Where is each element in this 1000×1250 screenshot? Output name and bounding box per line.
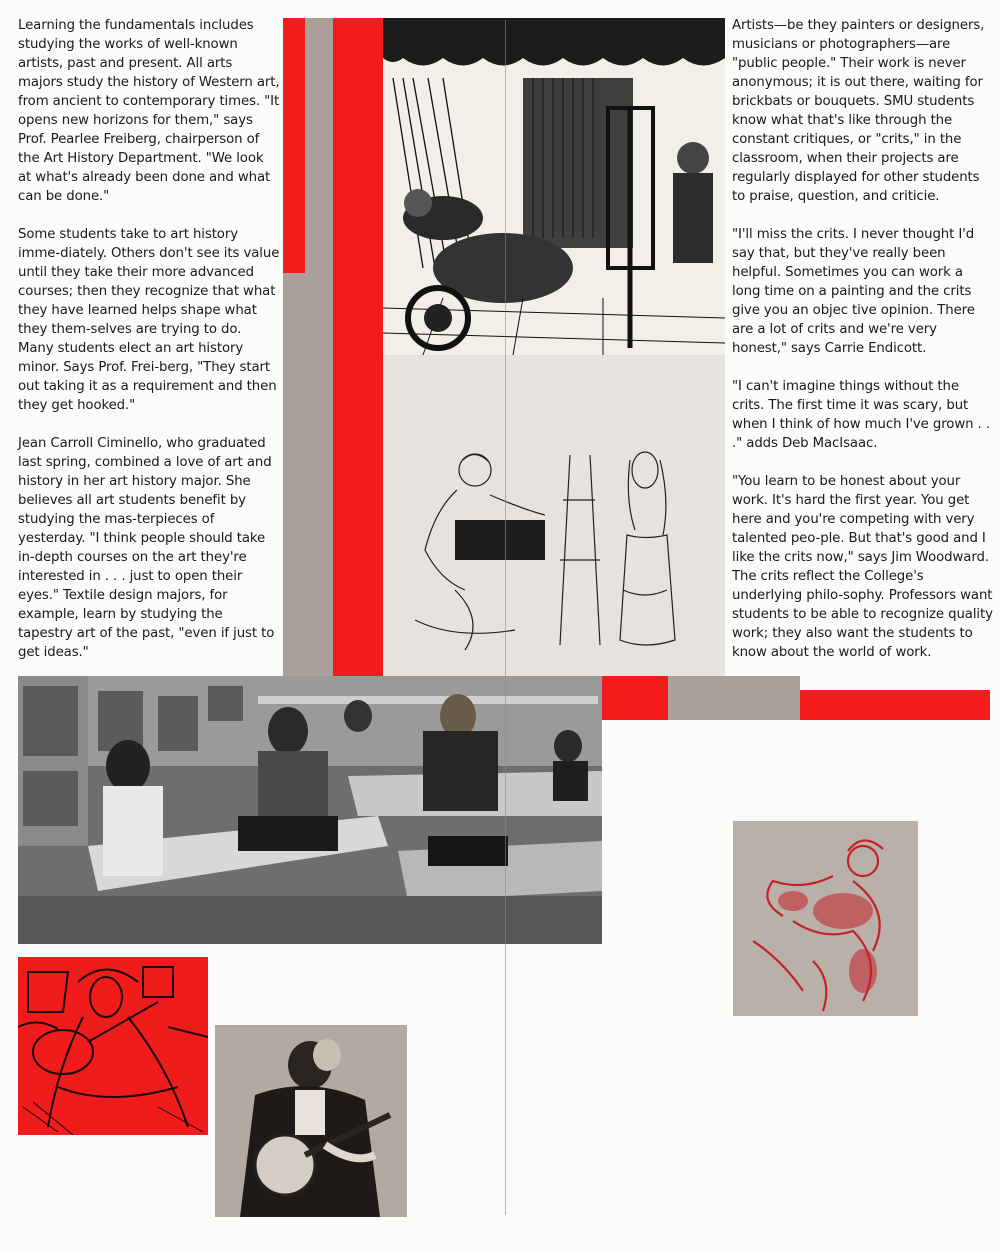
page-fold-line xyxy=(505,20,506,1215)
white-notch-right xyxy=(800,676,870,690)
classroom-photo xyxy=(18,676,602,944)
left-paragraph-1: Learning the fundamentals includes studying the works of well-known artists, past and present. All arts majors study the history of Western art, from ancient to contemporary times. "It opens new horizons for them," says Prof. Pearlee Freiberg, chairperson of the Art History Department. "We look at what's already been done and what can be done." xyxy=(18,18,280,204)
red-lute-player-print xyxy=(18,957,208,1135)
red-band-left xyxy=(333,18,383,676)
gray-bar-right xyxy=(668,676,800,720)
left-text-column xyxy=(18,16,280,681)
red-sketch-print xyxy=(733,821,918,1016)
left-paragraph-2: Some students take to art history imme-diately. Others don't see its value until they take their more advanced courses; then they recognize that what they have learned helps shape what they them-selves are trying to do. Many students elect an art history minor. Says Prof. Frei-berg, "They start out taking it as a requirement and then they get hooked." xyxy=(18,227,280,413)
right-paragraph-1: Artists—be they painters or designers, musicians or photographers—are "public people." Their work is never anonymous; it is out there, waiting for brickbats or bouquets. SMU students know what that's like through the constant critiques, or "crits," in the classroom, when their projects are regularly displayed for other students to praise, question, and criticie. xyxy=(732,18,985,204)
right-paragraph-2: "I'll miss the crits. I never thought I'd say that, but they've really been helpful. Sometimes you can work a long time on a painting and the crits give you an objec tive opinion. There are a lot of crits and we're very honest," says Carrie Endicott. xyxy=(732,227,975,356)
red-strip-top-left xyxy=(283,18,305,273)
banjo-player-print xyxy=(215,1025,407,1217)
right-paragraph-4: "You learn to be honest about your work. It's hard the first year. You get here and you're competing with very talented peo-ple. But that's good and I like the crits now," says Jim Woodward. The crits reflect the College's underlying philo-sophy. Professors want students to be able to recognize quality work; they also want the students to know about the world of work. xyxy=(732,474,993,660)
engraving-image xyxy=(383,18,725,355)
right-paragraph-3: "I can't imagine things without the crits. The first time it was scary, but when I think of how much I've grown . . ." adds Deb MacIsaac. xyxy=(732,379,990,451)
left-paragraph-3: Jean Carroll Ciminello, who graduated last spring, combined a love of art and history in her art history major. She believes all art students benefit by studying the mas-terpieces of yesterday. "I think people should take in-depth courses on the art they're interested in . . . just to open their eyes." Textile design majors, for example, learn by studying the tapestry art of the past, "even if just to get ideas." xyxy=(18,436,275,660)
right-text-column xyxy=(732,16,994,681)
line-sketch-image xyxy=(395,440,700,665)
white-notch-right-2 xyxy=(870,676,990,690)
